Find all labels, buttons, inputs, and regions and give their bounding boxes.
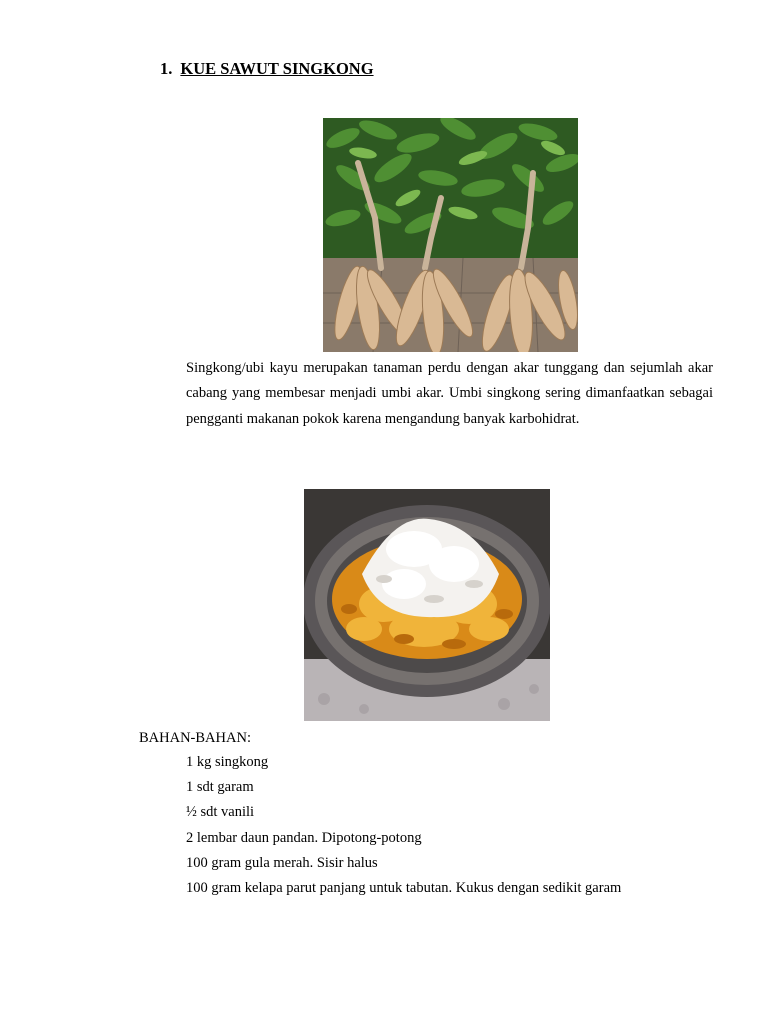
ingredient-item: 1 sdt garam bbox=[186, 779, 254, 796]
recipe-title: KUE SAWUT SINGKONG bbox=[180, 59, 374, 78]
recipe-heading bbox=[160, 59, 374, 79]
ingredient-item: 1 kg singkong bbox=[186, 754, 269, 770]
ingredient-item: 100 gram kelapa parut panjang untuk tabutan. Kukus dengan sedikit garam bbox=[186, 879, 622, 896]
cassava-plant-photo bbox=[323, 118, 578, 352]
heading-number: 1. bbox=[160, 59, 173, 78]
ingredient-item: 100 gram gula merah. Sisir halus bbox=[186, 854, 378, 871]
ingredient-item: 2 lembar daun pandan. Dipotong-potong bbox=[186, 829, 422, 846]
ingredients-list bbox=[186, 753, 621, 904]
ingredients-label: BAHAN-BAHAN: bbox=[139, 730, 251, 746]
ingredient-item: ½ sdt vanili bbox=[186, 804, 255, 821]
description-paragraph: Singkong/ubi kayu merupakan tanaman perdu dengan akar tunggang dan sejumlah akar cabang yang membesar menjadi umbi akar. Umbi singkong sering dimanfaatkan sebagai pengganti makanan pokok karena mengandung banyak karbohidrat. bbox=[186, 360, 713, 427]
kue-sawut-photo bbox=[304, 489, 550, 721]
